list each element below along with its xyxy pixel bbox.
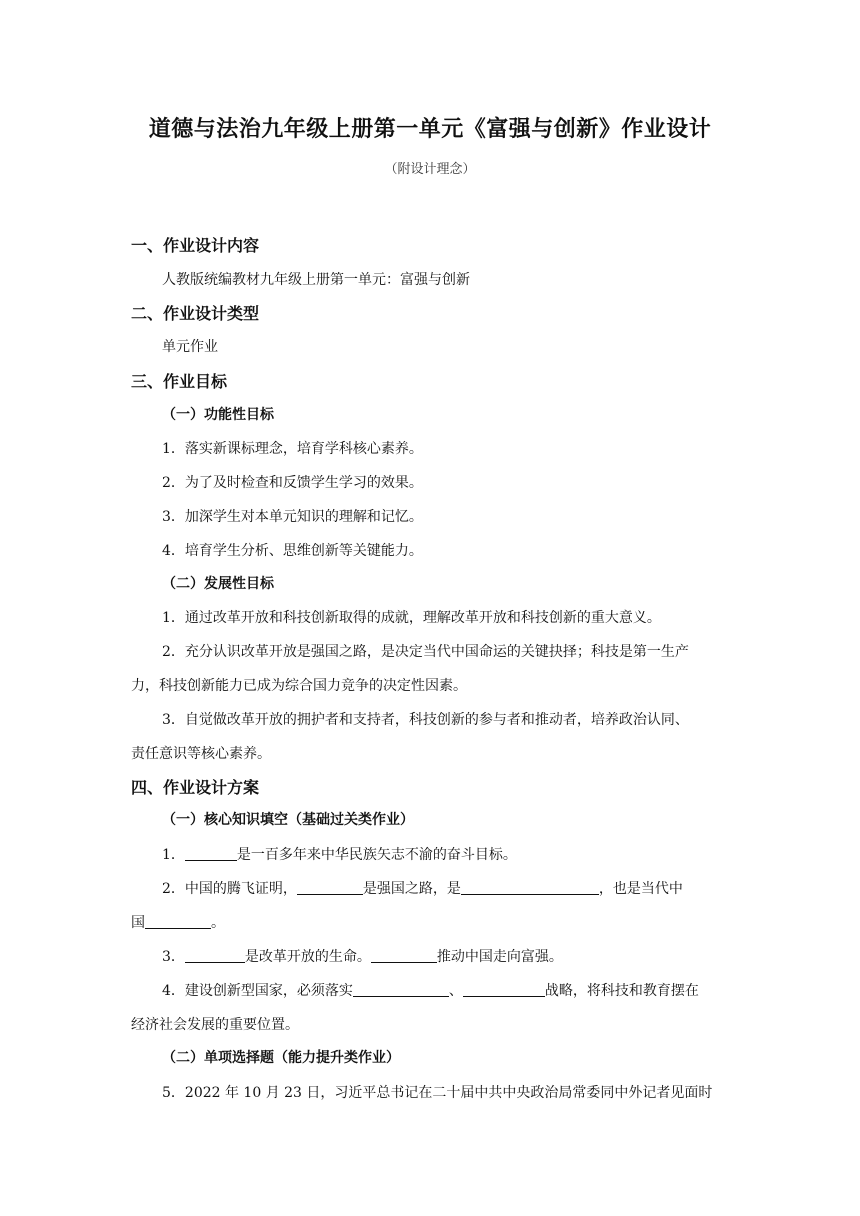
question-4-lead: 4．建设创新型国家，必须落实 [162,983,353,999]
question-2-mid: 是强国之路，是 [362,881,461,897]
question-2-lead: 2．中国的腾飞证明， [162,881,297,897]
section-heading-goals: 三、作业目标 [131,372,228,391]
development-goal-3-line2: 责任意识等核心素养。 [131,746,271,762]
question-1-text: 是一百多年来中华民族矢志不渝的奋斗目标。 [236,847,517,863]
question-3-number: 3． [162,949,185,965]
development-goal-3-line1: 3．自觉做改革开放的拥护者和支持者，科技创新的参与者和推动者，培养政治认同、 [162,712,689,728]
content-text: 人教版统编教材九年级上册第一单元：富强与创新 [162,272,470,288]
question-4-line2: 经济社会发展的重要位置。 [131,1017,299,1033]
page-title: 道德与法治九年级上册第一单元《富强与创新》作业设计 [148,116,712,142]
development-goal-2-line2: 力，科技创新能力已成为综合国力竞争的决定性因素。 [131,678,467,694]
question-4-end: 战略，将科技和教育摆在 [544,983,699,999]
question-2-period: 。 [211,915,225,931]
answer-blank[interactable] [185,948,245,963]
answer-blank[interactable] [371,948,437,963]
answer-blank[interactable] [463,982,545,997]
answer-blank[interactable] [461,880,599,895]
question-1-number: 1． [162,847,185,863]
question-3 [162,946,732,966]
answer-blank[interactable] [185,846,237,861]
answer-blank[interactable] [353,982,449,997]
subheading-development-goals: （二）发展性目标 [162,576,274,592]
question-3-mid: 是改革开放的生命。 [244,949,371,965]
functional-goal-4: 4．培育学生分析、思维创新等关键能力。 [162,543,423,559]
development-goal-2-line1: 2．充分认识改革开放是强国之路，是决定当代中国命运的关键抉择；科技是第一生产 [162,644,689,660]
question-5: 5．2022 年 10 月 23 日，习近平总书记在二十届中共中央政治局常委同中外记者见面时 [162,1085,713,1101]
functional-goal-2: 2．为了及时检查和反馈学生学习的效果。 [162,475,423,491]
subheading-single-choice: （二）单项选择题（能力提升类作业） [162,1050,400,1066]
question-2-cont: 国 [131,915,145,931]
functional-goal-3: 3．加深学生对本单元知识的理解和记忆。 [162,509,423,525]
question-4-mid: 、 [448,983,463,999]
section-heading-plan: 四、作业设计方案 [131,778,260,797]
question-1 [162,844,732,864]
answer-blank[interactable] [297,880,363,895]
functional-goal-1: 1．落实新课标理念，培育学科核心素养。 [162,441,423,457]
type-text: 单元作业 [162,339,218,355]
question-2-line1 [162,878,732,898]
subheading-functional-goals: （一）功能性目标 [162,407,274,423]
answer-blank[interactable] [145,914,211,929]
question-3-end: 推动中国走向富强。 [436,949,563,965]
development-goal-1: 1．通过改革开放和科技创新取得的成就，理解改革开放和科技创新的重大意义。 [162,610,661,626]
subheading-fill-in: （一）核心知识填空（基础过关类作业） [162,812,414,828]
section-heading-content: 一、作业设计内容 [131,236,260,255]
question-4-line1 [162,980,732,1000]
question-2-line2 [131,912,701,932]
question-2-end: ，也是当代中 [598,881,683,897]
section-heading-type: 二、作业设计类型 [131,304,260,323]
page-subtitle: （附设计理念） [384,162,476,177]
